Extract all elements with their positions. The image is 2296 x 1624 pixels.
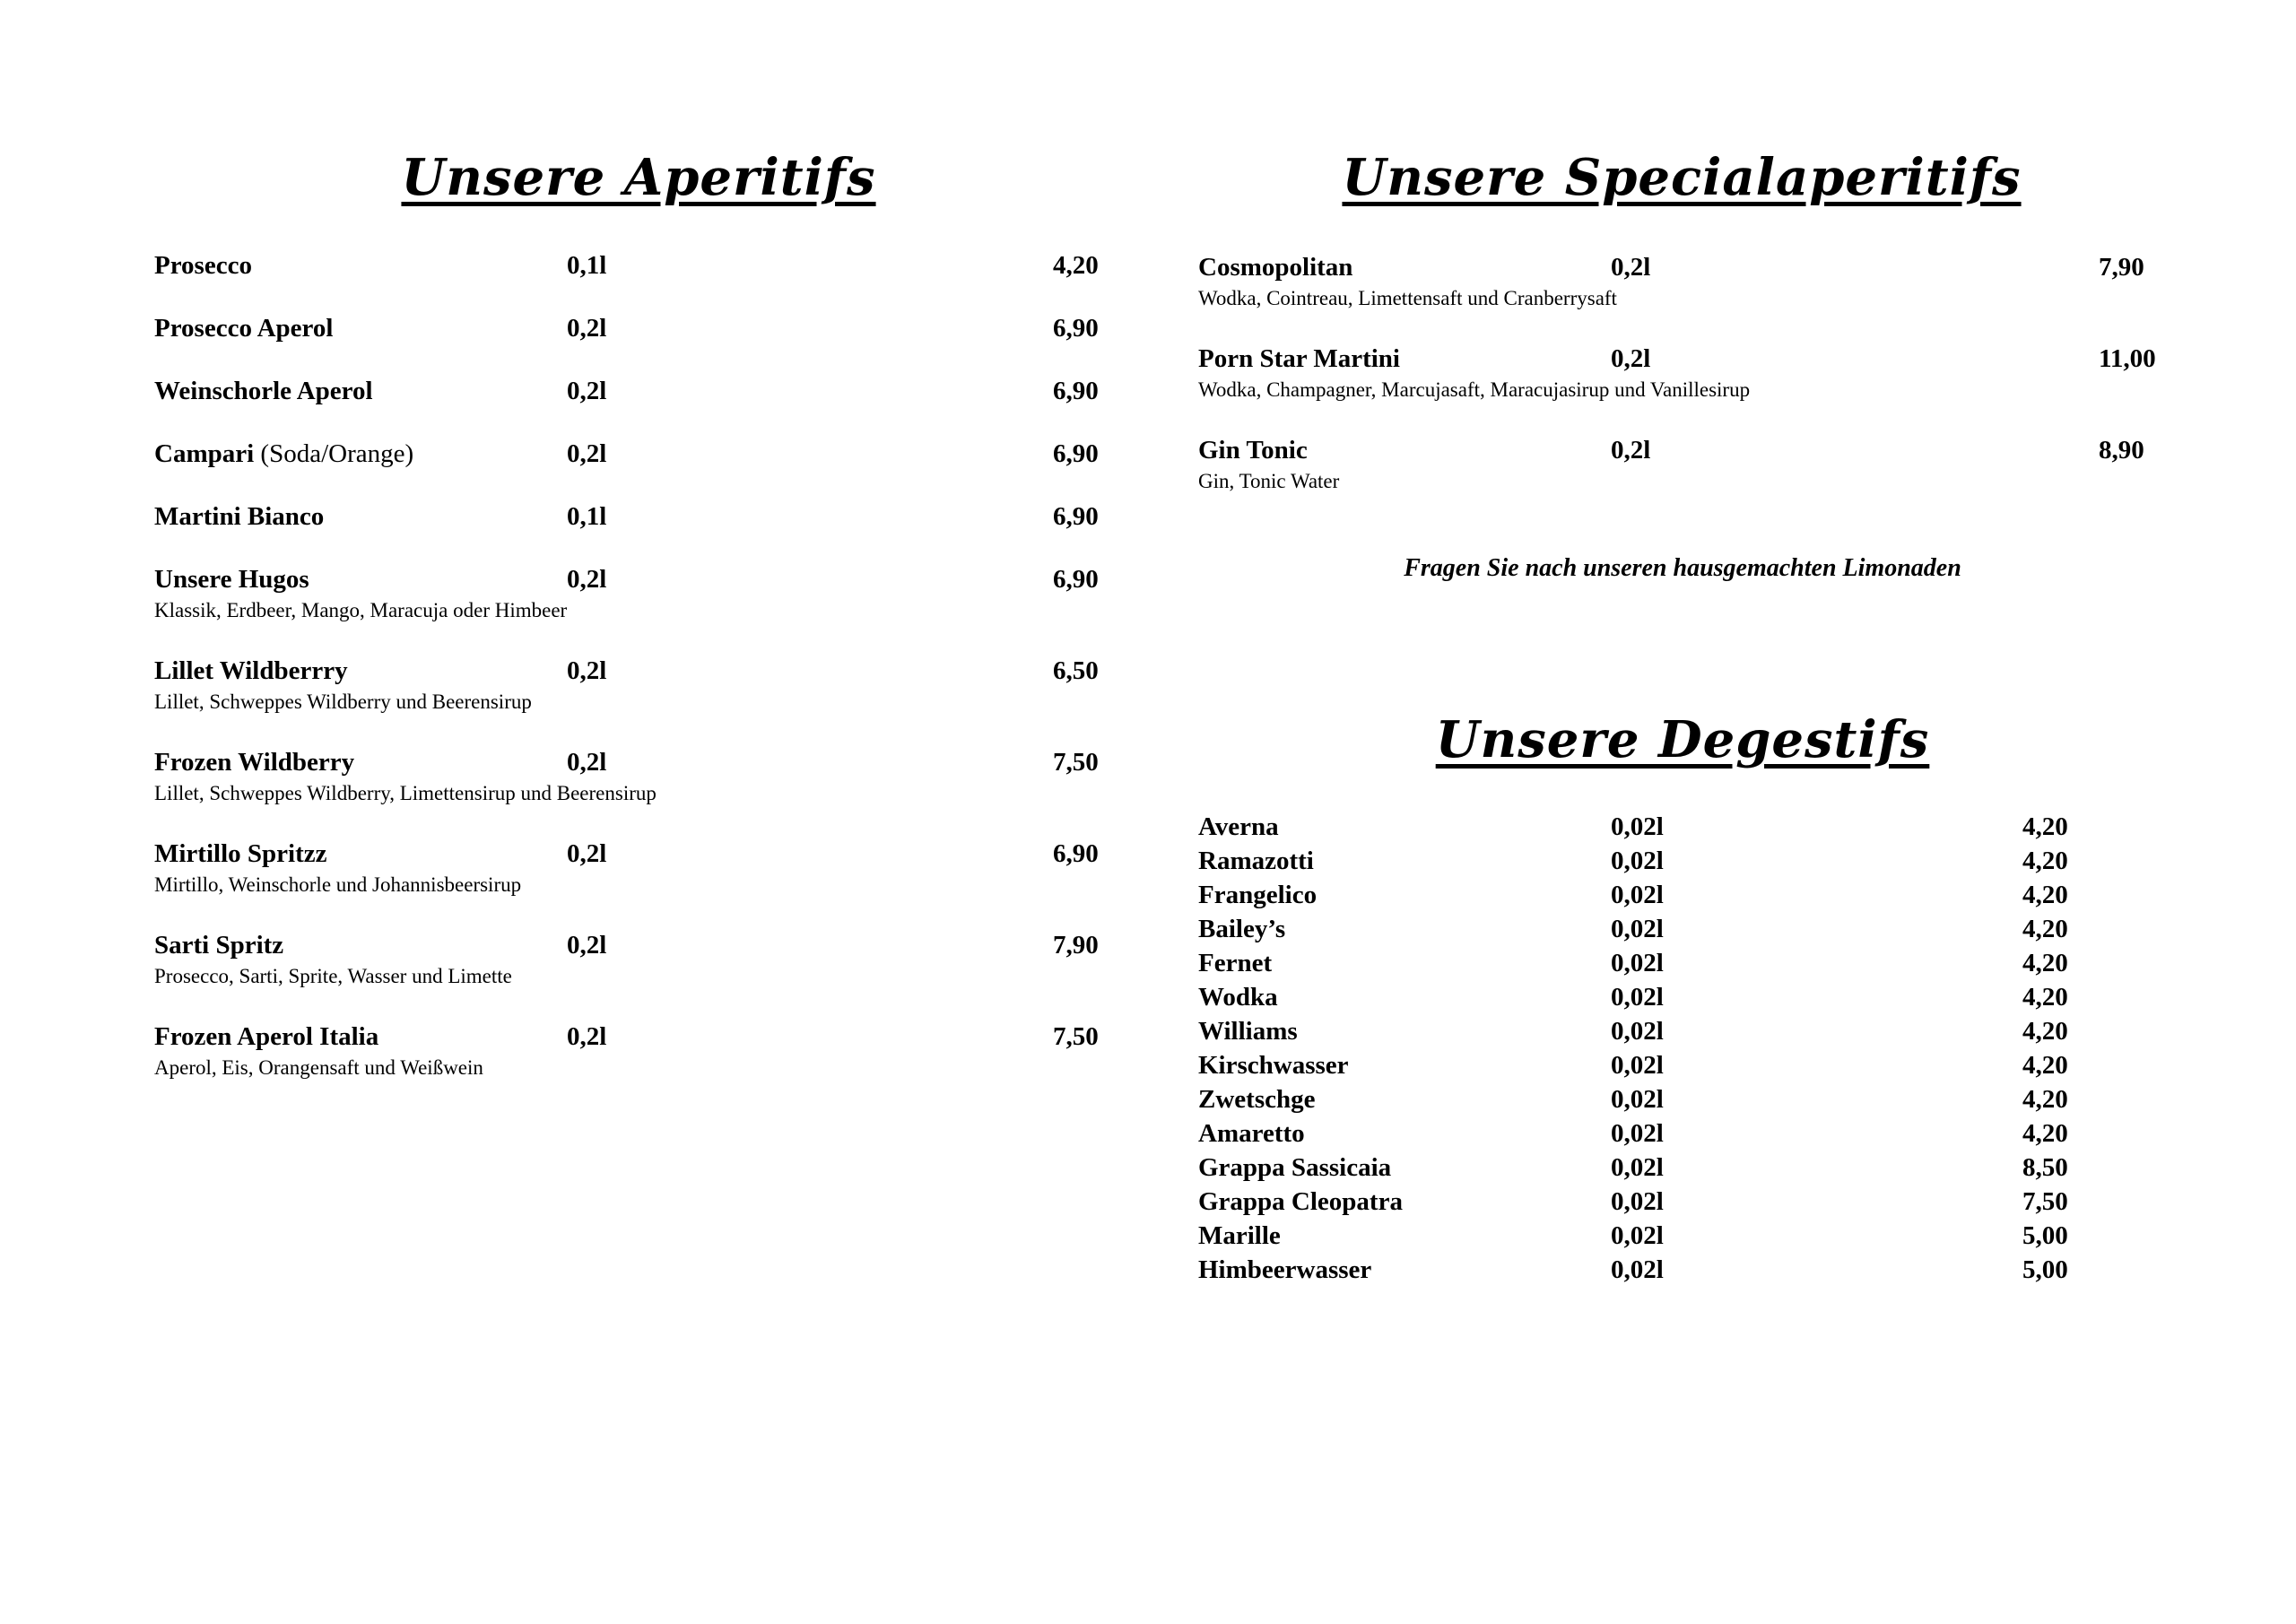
item-description: Lillet, Schweppes Wildberry und Beerensirup [154,690,532,713]
item-size: 0,2l [567,1022,607,1051]
item-name: Gin Tonic [1198,436,1308,465]
item-size: 0,2l [567,439,607,468]
item-size: 0,02l [1611,1119,1664,1148]
item-name: Wodka [1198,983,1278,1012]
item-name: Unsere Hugos [154,565,309,594]
table-row [1198,1017,2095,1051]
item-size: 0,02l [1611,1017,1664,1046]
item-price: 6,50 [1053,656,1099,685]
item-name: Averna [1198,812,1279,841]
item-size: 0,2l [1611,253,1651,282]
item-price: 4,20 [2022,983,2068,1012]
table-row [1198,915,2095,949]
item-price: 4,20 [2022,881,2068,909]
item-description: Wodka, Champagner, Marcujasaft, Maracujasirup und Vanillesirup [1198,378,1751,401]
item-name: Frozen Wildberry [154,748,355,777]
item-price: 4,20 [2022,915,2068,943]
item-price: 4,20 [2022,1119,2068,1148]
item-size: 0,02l [1611,949,1664,977]
item-price: 4,20 [2022,812,2068,841]
item-size: 0,2l [567,377,607,405]
item-size: 0,2l [567,748,607,777]
item-size: 0,1l [567,502,607,531]
item-price: 6,90 [1053,839,1099,868]
item-price: 6,90 [1053,439,1099,468]
item-size: 0,02l [1611,1187,1664,1216]
item-name: Kirschwasser [1198,1051,1349,1080]
item-price: 4,20 [2022,949,2068,977]
limonaden-note: Fragen Sie nach unseren hausgemachten Limonaden [1404,554,1961,582]
item-price: 7,90 [1053,931,1099,960]
item-price: 6,90 [1053,377,1099,405]
item-price: 8,90 [2099,436,2144,465]
item-price: 11,00 [2099,344,2156,373]
table-row [1198,983,2095,1017]
item-name: Frangelico [1198,881,1318,909]
item-price: 5,00 [2022,1221,2068,1250]
item-price: 7,50 [1053,1022,1099,1051]
item-price: 4,20 [2022,1051,2068,1080]
table-row [1198,1187,2095,1221]
item-description: Prosecco, Sarti, Sprite, Wasser und Limette [154,965,512,987]
degestifs-list [1198,812,2095,1297]
table-row [1198,1119,2095,1153]
item-size: 0,02l [1611,881,1664,909]
item-name: Williams [1198,1017,1298,1046]
item-name: Sarti Spritz [154,931,284,960]
item-name: Grappa Sassicaia [1198,1153,1392,1182]
item-price: 4,20 [2022,847,2068,875]
item-size: 0,02l [1611,1221,1664,1250]
item-price: 6,90 [1053,314,1099,343]
item-size: 0,2l [1611,436,1651,465]
item-name: Marille [1198,1221,1281,1250]
table-row [1198,1221,2095,1255]
item-size: 0,02l [1611,1255,1664,1284]
item-size: 0,2l [567,839,607,868]
item-size: 0,02l [1611,1051,1664,1080]
item-name: Grappa Cleopatra [1198,1187,1403,1216]
item-name: Fernet [1198,949,1273,977]
item-size: 0,02l [1611,1085,1664,1114]
table-row [1198,1085,2095,1119]
table-row [1198,881,2095,915]
item-name: Amaretto [1198,1119,1305,1148]
table-row [1198,1051,2095,1085]
item-size: 0,2l [567,314,607,343]
item-size: 0,2l [567,656,607,685]
item-description: Wodka, Cointreau, Limettensaft und Cranberrysaft [1198,287,1617,309]
table-row [1198,812,2095,847]
item-name: Frozen Aperol Italia [154,1022,379,1051]
table-row [1198,847,2095,881]
item-size: 0,2l [1611,344,1651,373]
item-name: Martini Bianco [154,502,325,531]
item-price: 8,50 [2022,1153,2068,1182]
item-name: Bailey’s [1198,915,1286,943]
special-title: Unsere Specialaperitifs [1342,148,2022,207]
item-name: Ramazotti [1198,847,1314,875]
item-size: 0,02l [1611,915,1664,943]
aperitifs-title: Unsere Aperitifs [401,148,876,207]
table-row [1198,949,2095,983]
item-description: Mirtillo, Weinschorle und Johannisbeersirup [154,873,522,896]
item-price: 7,50 [1053,748,1099,777]
item-size: 0,02l [1611,983,1664,1012]
item-name: Lillet Wildberrry [154,656,348,685]
item-price: 4,20 [2022,1085,2068,1114]
item-price: 7,50 [2022,1187,2068,1216]
item-name: Himbeerwasser [1198,1255,1372,1284]
item-size: 0,02l [1611,847,1664,875]
item-price: 4,20 [2022,1017,2068,1046]
item-size: 0,1l [567,251,607,280]
table-row [1198,1153,2095,1187]
item-description: Gin, Tonic Water [1198,470,1340,492]
item-name: Campari (Soda/Orange) [154,439,414,468]
item-name: Prosecco [154,251,252,280]
item-name: Prosecco Aperol [154,314,334,343]
item-price: 5,00 [2022,1255,2068,1284]
item-description: Klassik, Erdbeer, Mango, Maracuja oder Himbeer [154,599,568,621]
item-size: 0,2l [567,565,607,594]
item-size: 0,02l [1611,812,1664,841]
item-name: Cosmopolitan [1198,253,1353,282]
item-price: 7,90 [2099,253,2144,282]
table-row [1198,1255,2095,1290]
item-name: Weinschorle Aperol [154,377,373,405]
degestifs-title: Unsere Degestifs [1435,710,1930,769]
item-size: 0,2l [567,931,607,960]
item-price: 6,90 [1053,565,1099,594]
item-size: 0,02l [1611,1153,1664,1182]
item-name: Porn Star Martini [1198,344,1400,373]
item-name: Mirtillo Spritzz [154,839,327,868]
item-price: 6,90 [1053,502,1099,531]
item-name: Zwetschge [1198,1085,1316,1114]
item-description: Lillet, Schweppes Wildberry, Limettensirup und Beerensirup [154,782,657,804]
item-price: 4,20 [1053,251,1099,280]
item-description: Aperol, Eis, Orangensaft und Weißwein [154,1056,483,1079]
